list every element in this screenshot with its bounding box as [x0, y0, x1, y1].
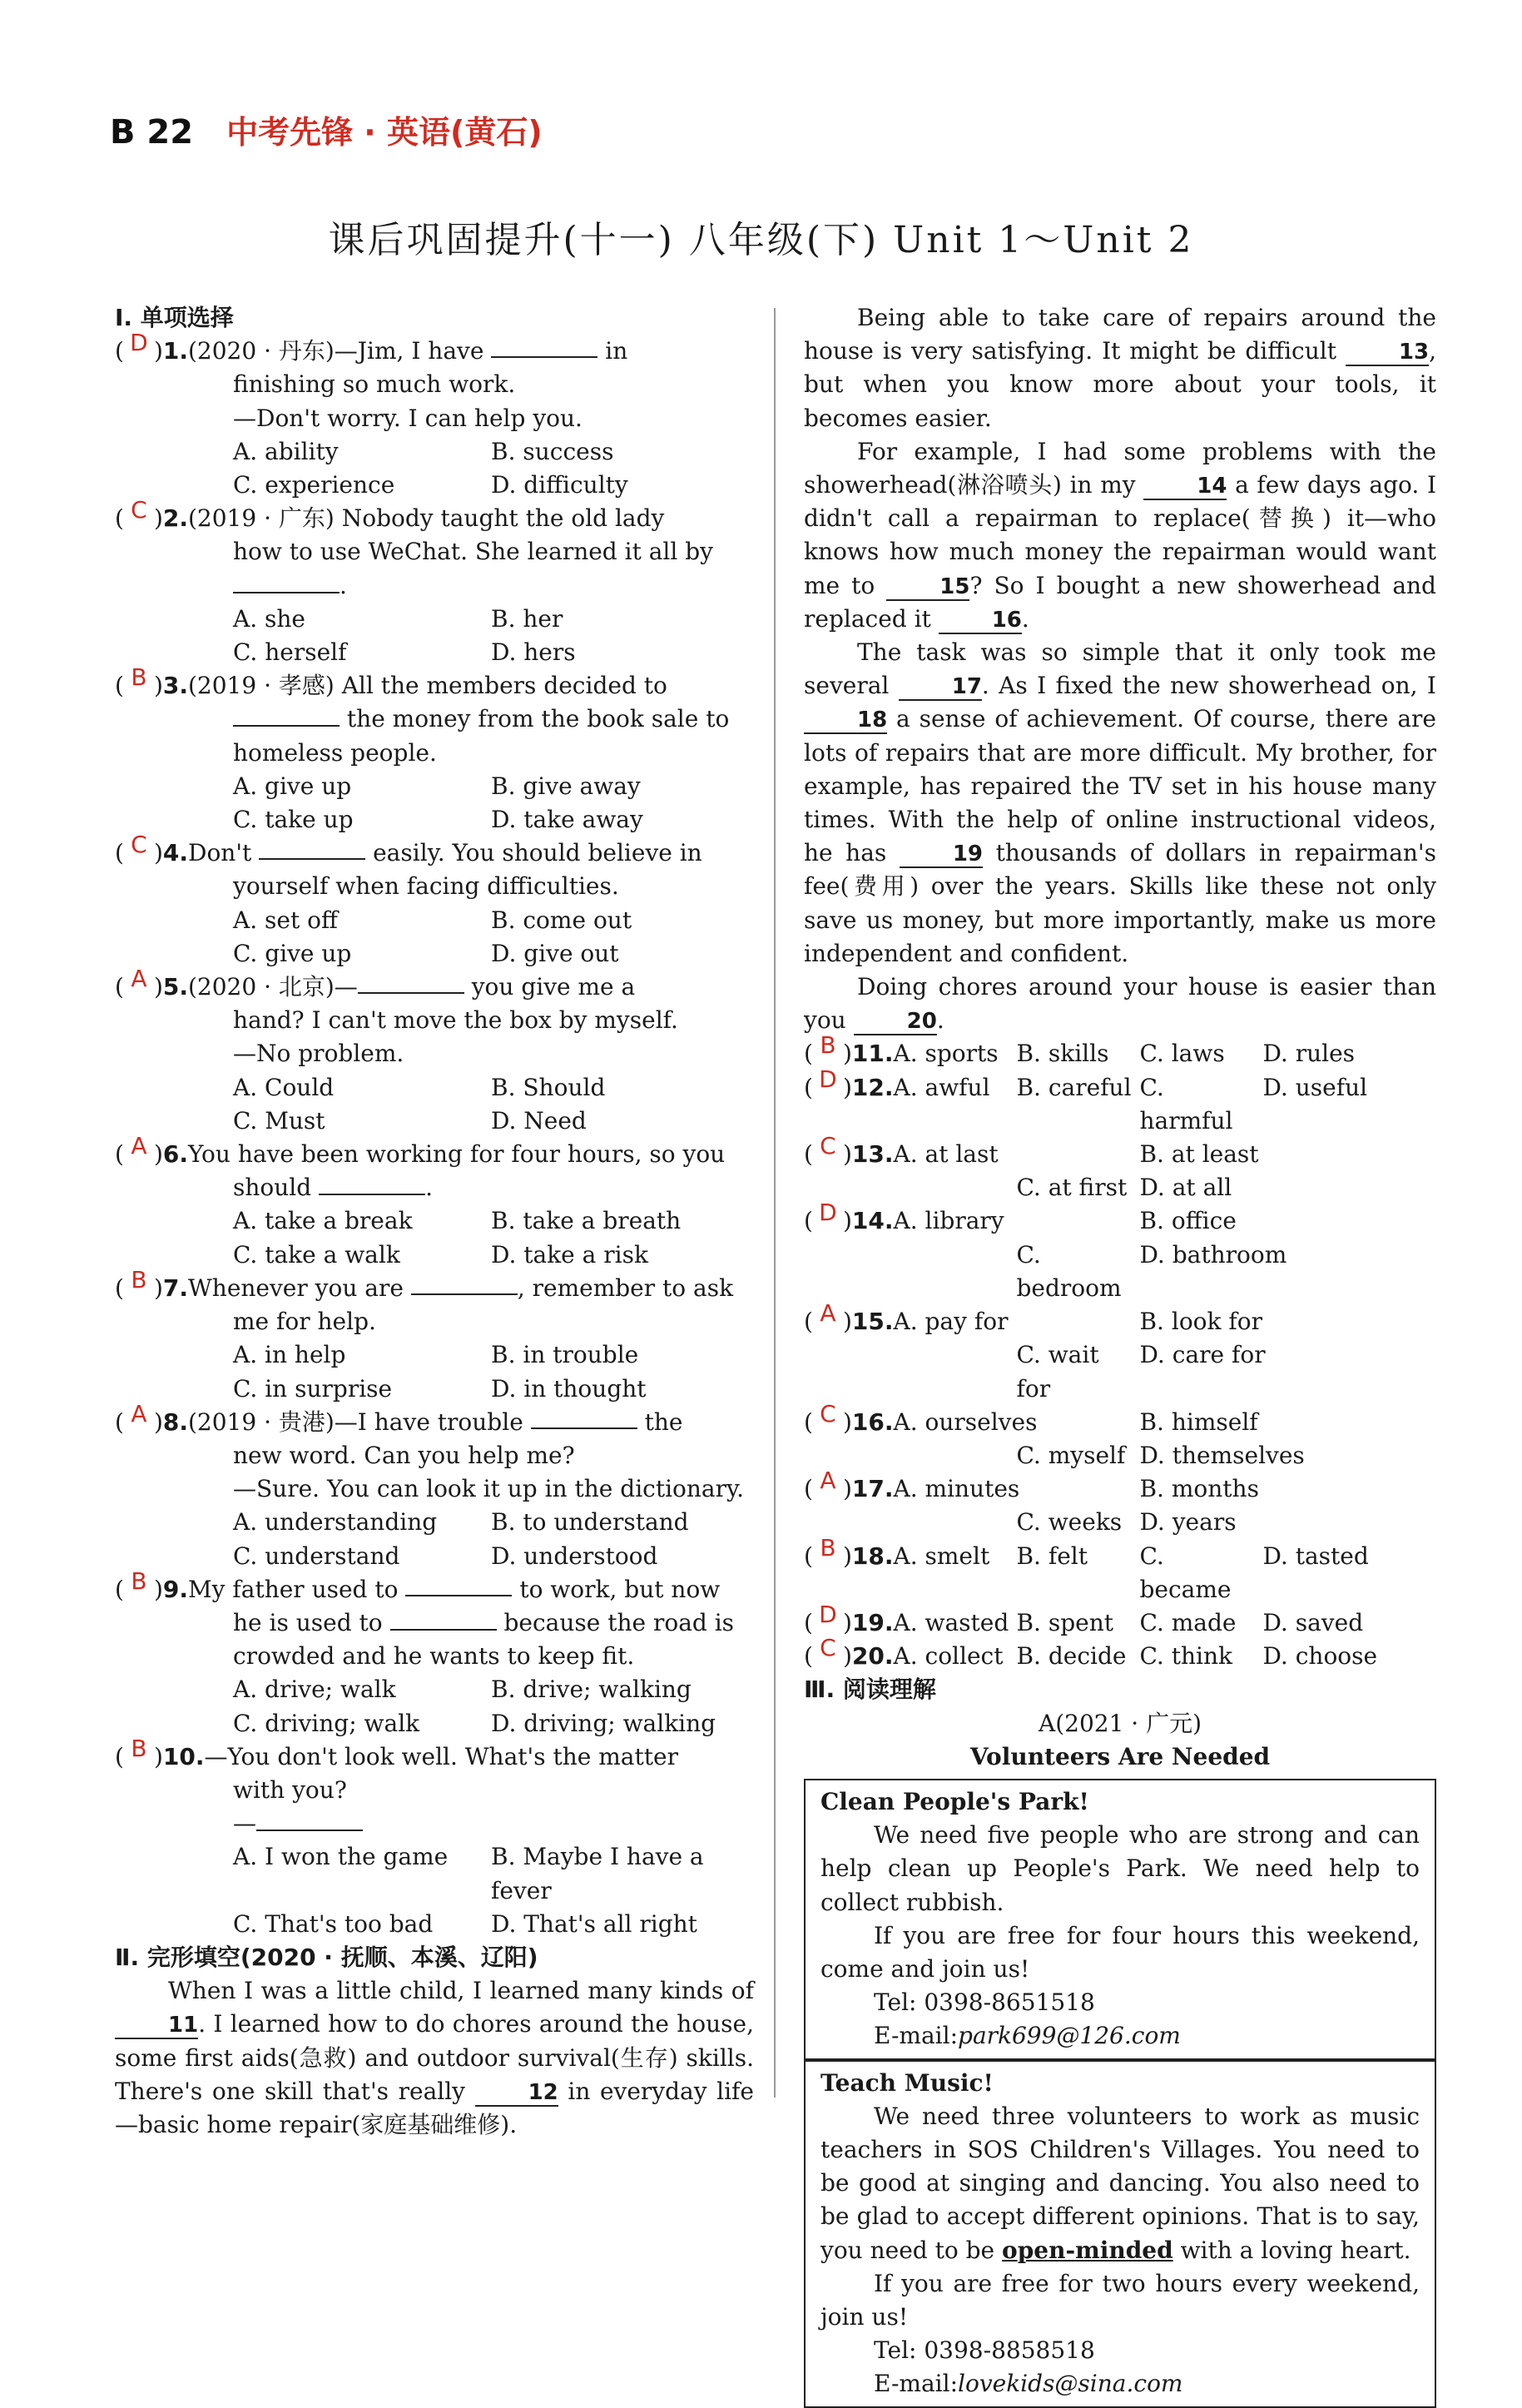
cloze-question-14: ( D ) 14. A. library B. office C. bedroom D. bathroom	[804, 1204, 1436, 1305]
ad-tel: Tel: 0398-8651518	[874, 1988, 1095, 2017]
cloze-paragraph-2: Being able to take care of repairs around the house is very satisfying. It might be difficult 13, but when you know more about your tools, it becomes easier.	[804, 304, 1436, 432]
option-c: C. herself	[233, 638, 347, 667]
cloze-question-16: ( C ) 16. A. ourselves B. himself C. myself D. themselves	[804, 1406, 1436, 1472]
option-b: B. take a breath	[491, 1207, 682, 1235]
question-4: ( C ) 4. Don't easily. You should believe in yourself when facing difficulties. A. set off B. come out C. give up D. give out	[115, 837, 754, 971]
option-a: A. Could	[233, 1073, 335, 1101]
option-b: B. drive; walking	[491, 1676, 692, 1704]
option-c: C. understand	[233, 1542, 400, 1570]
answer-mark: D	[819, 1600, 837, 1628]
cloze-paragraph-5: Doing chores around your house is easier than you 20.	[804, 973, 1436, 1035]
option-d: D. driving; walking	[491, 1709, 716, 1737]
answer-mark: C	[820, 1399, 836, 1427]
option-c: C. Must	[233, 1106, 325, 1134]
answer-blank	[233, 570, 340, 593]
option-b: B. Maybe I have a fever	[491, 1843, 704, 1904]
option-a: A. take a break	[233, 1207, 413, 1235]
answer-mark: C	[131, 496, 147, 524]
right-column	[804, 301, 1436, 2408]
option-a: A. set off	[233, 906, 338, 934]
cloze-question-11: ( B ) 11. A. sports B. skills C. laws D. rules	[804, 1037, 1436, 1070]
question-7: ( B ) 7. Whenever you are , remember to ask me for help. A. in help B. in trouble C. in surprise D. in thought	[115, 1272, 754, 1406]
option-c: C. take up	[233, 806, 354, 834]
ad-email: E-mail:lovekids@sina.com	[874, 2370, 1183, 2398]
option-c: C. That's too bad	[233, 1909, 434, 1938]
question-3: ( B ) 3. (2019 · 孝感) All the members decided to the money from the book sale to homeless people. A. give up B. give away C. take up D. take away	[115, 669, 754, 837]
option-c: C. in surprise	[233, 1374, 393, 1403]
ad-email: E-mail:park699@126.com	[874, 2022, 1181, 2050]
cloze-question-15: ( A ) 15. A. pay for B. look for C. wait for D. care for	[804, 1305, 1436, 1406]
question-6: ( A ) 6. You have been working for four hours, so you should . A. take a break B. take a breath C. take a walk D. take a risk	[115, 1138, 754, 1272]
cloze-paragraph-1: When I was a little child, I learned many kinds of 11. I learned how to do chores around the house, some first aids(急救) and outdoor survival(生存) skills. There's one skill that's really 12 in everyday life—basic home repair(家庭基础维修).	[115, 1977, 754, 2138]
column-divider	[774, 308, 776, 2098]
option-d: D. understood	[491, 1542, 658, 1570]
answer-blank	[405, 1573, 512, 1596]
page-number: B 22	[110, 113, 194, 151]
answer-mark: D	[819, 1065, 837, 1093]
ad-clean-park: Clean People's Park! We need five people who are strong and can help clean up People's Park. We need help to collect rubbish. If you are free for four hours this weekend, come and join us! Tel: 0398-8651518 E-mail:park699@126.com	[804, 1779, 1436, 2060]
cloze-question-19: ( D ) 19. A. wasted B. spent C. made D. saved	[804, 1606, 1436, 1640]
cloze-question-20: ( C ) 20. A. collect B. decide C. think D. choose	[804, 1640, 1436, 1673]
option-a: A. ability	[233, 437, 339, 465]
passage-label: A(2021 · 广元)	[1038, 1709, 1202, 1737]
option-d: D. difficulty	[491, 471, 628, 499]
option-a: A. I won the game	[233, 1843, 449, 1871]
question-9: ( B ) 9. My father used to to work, but now he is used to because the road is crowded and he wants to keep fit. A. drive; walk B. drive; walking C. driving; walk D. driving; walking	[115, 1573, 754, 1740]
cloze-blank-11: 11	[115, 2013, 198, 2039]
answer-mark: B	[131, 1566, 147, 1595]
option-b: B. to understand	[491, 1508, 689, 1537]
ad-title: Clean People's Park!	[820, 1787, 1089, 1815]
option-c: C. experience	[233, 471, 395, 499]
answer-mark: B	[131, 1734, 147, 1762]
option-b: B. Should	[491, 1073, 606, 1101]
option-a: A. she	[233, 604, 305, 633]
option-b: B. success	[491, 437, 614, 465]
answer-mark: B	[820, 1031, 836, 1060]
question-8: ( A ) 8. (2019 · 贵港)—I have trouble the new word. Can you help me? —Sure. You can look it up in the dictionary. A. understanding B. to understand C. understand D. understood	[115, 1406, 754, 1573]
answer-mark: B	[131, 663, 147, 692]
answer-mark: D	[130, 329, 148, 357]
question-1: ( D ) 1. (2020 · 丹东)—Jim, I have in finishing so much work. —Don't worry. I can help you. A. ability B. success C. experience D. difficulty	[115, 335, 754, 502]
cloze-blank-17: 17	[899, 674, 982, 701]
cloze-blank-14: 14	[1143, 474, 1227, 500]
cloze-blank-18: 18	[804, 708, 887, 734]
cloze-blank-16: 16	[939, 608, 1022, 634]
option-a: A. give up	[233, 772, 352, 800]
answer-mark: B	[820, 1533, 836, 1561]
option-b: B. come out	[491, 906, 632, 934]
answer-blank	[390, 1607, 497, 1631]
option-c: C. take a walk	[233, 1240, 400, 1269]
page-header	[110, 107, 543, 152]
answer-mark: A	[820, 1299, 836, 1328]
cloze-question-17: ( A ) 17. A. minutes B. months C. weeks D. years	[804, 1472, 1436, 1539]
left-column	[115, 301, 754, 2142]
option-b: B. in trouble	[491, 1341, 639, 1369]
cloze-blank-19: 19	[900, 842, 983, 868]
answer-blank	[319, 1172, 425, 1195]
option-b: B. her	[491, 604, 563, 633]
cloze-paragraph-3: For example, I had some problems with the showerhead(淋浴喷头) in my 14 a few days ago. I didn't call a repairman to replace(替换) it—who knows how much money the repairman would want me to 15? So I bought a new showerhead and replaced it 16.	[804, 437, 1436, 633]
section2-heading: Ⅱ. 完形填空(2020 · 抚顺、本溪、辽阳)	[115, 1943, 538, 1971]
cloze-blank-12: 12	[475, 2080, 558, 2107]
answer-mark: C	[820, 1132, 836, 1160]
passage-title: Volunteers Are Needed	[969, 1742, 1271, 1770]
answer-blank	[531, 1406, 637, 1429]
answer-mark: A	[131, 965, 147, 993]
answer-blank	[256, 1808, 363, 1831]
option-d: D. hers	[491, 638, 576, 667]
question-10: ( B ) 10. —You don't look well. What's the matter with you? — A. I won the game B. Maybe I have a fever C. That's too bad D. That's all right	[115, 1740, 754, 1941]
option-b: B. give away	[491, 772, 641, 800]
answer-blank	[358, 971, 464, 994]
section1-heading: Ⅰ. 单项选择	[115, 304, 234, 331]
answer-blank	[259, 837, 365, 860]
answer-mark: C	[131, 831, 147, 859]
option-d: D. give out	[491, 939, 619, 967]
answer-mark: B	[131, 1265, 147, 1293]
option-c: C. give up	[233, 939, 352, 967]
option-a: A. in help	[233, 1341, 346, 1369]
option-a: A. understanding	[233, 1508, 438, 1537]
answer-mark: A	[131, 1399, 147, 1427]
cloze-question-13: ( C ) 13. A. at last B. at least C. at first D. at all	[804, 1138, 1436, 1204]
cloze-question-12: ( D ) 12. A. awful B. careful C. harmful D. useful	[804, 1071, 1436, 1138]
question-2: ( C ) 2. (2019 · 广东) Nobody taught the old lady how to use WeChat. She learned it all by . A. she B. her C. herself D. hers	[115, 502, 754, 669]
answer-blank	[233, 703, 340, 727]
option-c: C. driving; walk	[233, 1709, 420, 1737]
cloze-blank-15: 15	[886, 574, 969, 601]
answer-mark: D	[819, 1199, 837, 1227]
answer-blank	[491, 335, 597, 358]
option-d: D. That's all right	[491, 1909, 697, 1938]
option-a: A. drive; walk	[233, 1676, 396, 1704]
option-d: D. Need	[491, 1106, 587, 1134]
question-5: ( A ) 5. (2020 · 北京)— you give me a hand? I can't move the box by myself. —No problem. A. Could B. Should C. Must D. Need	[115, 971, 754, 1138]
cloze-blank-13: 13	[1346, 340, 1429, 366]
answer-mark: A	[131, 1132, 147, 1160]
answer-mark: A	[820, 1467, 836, 1495]
answer-blank	[411, 1272, 518, 1295]
cloze-question-18: ( B ) 18. A. smelt B. felt C. became D. tasted	[804, 1540, 1436, 1606]
ad-tel: Tel: 0398-8858518	[874, 2336, 1095, 2365]
series-title: 中考先锋 · 英语(黄石)	[226, 114, 543, 151]
option-d: D. take away	[491, 806, 643, 834]
cloze-paragraph-4: The task was so simple that it only took me several 17. As I fixed the new showerhead on, I 18 a sense of achievement. Of course, there are lots of repairs that are more difficult. My brother, for example, has repaired the TV set in his house many times. With the help of online instructional videos, he has 19 thousands of dollars in repairman's fee(费用) over the years. Skills like these not only save us money, but more importantly, make us more independent and confident.	[804, 638, 1436, 967]
option-d: D. in thought	[491, 1374, 647, 1403]
ad-title: Teach Music!	[820, 2068, 994, 2097]
option-d: D. take a risk	[491, 1240, 648, 1269]
cloze-blank-20: 20	[854, 1009, 937, 1035]
answer-mark: C	[820, 1634, 836, 1662]
ad-teach-music: Teach Music! We need three volunteers to work as music teachers in SOS Children's Villages. You need to be good at singing and dancing. You also need to be glad to accept different opinions. That is to say, you need to be open-minded with a loving heart. If you are free for two hours every weekend, join us! Tel: 0398-8858518 E-mail:lovekids@sina.com	[804, 2060, 1436, 2408]
section3-heading: Ⅲ. 阅读理解	[804, 1676, 936, 1704]
page-title: 课后巩固提升(十一) 八年级(下) Unit 1～Unit 2	[328, 219, 1194, 261]
